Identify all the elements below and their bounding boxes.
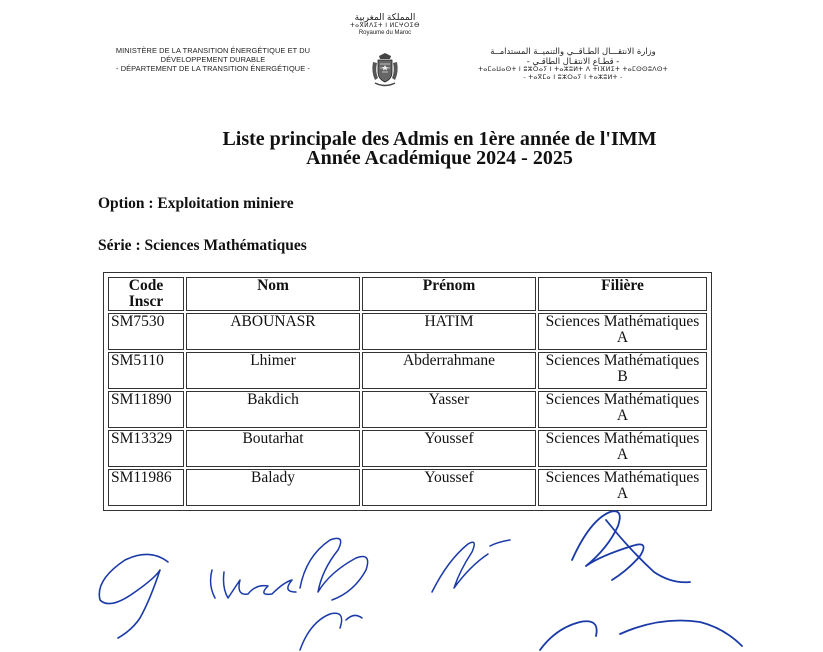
cell-nom: Balady <box>186 469 360 506</box>
cell-prenom: Youssef <box>362 430 536 467</box>
filiere-text: Sciences Mathématiques <box>545 469 700 486</box>
ministry-tifinagh-line-1: ⵜⴰⵎⴰⵡⴰⵙⵜ ⵏ ⵓⵣⵔⴰⵢ ⵏ ⵜⴰⵣⵓⵍⵜ ⴷ ⵜⵏⴼⵍⵉⵜ ⵜⴰⵎⵙⵙⵓⴷⵙⵜ <box>478 66 668 73</box>
filiere-text: Sciences Mathématiques <box>545 352 700 369</box>
cell-nom: Lhimer <box>186 352 360 389</box>
table-row <box>108 391 707 428</box>
signature-4 <box>540 511 742 650</box>
column-header-code: Code Inscr <box>108 277 184 311</box>
filiere-text: Sciences Mathématiques <box>545 313 700 330</box>
kingdom-french: Royaume du Maroc <box>358 30 412 36</box>
kingdom-tifinagh: ⵜⴰⴳⵍⴷⵉⵜ ⵏ ⵍⵎⵖⵔⵉⴱ <box>350 23 420 29</box>
cell-nom: ABOUNASR <box>186 313 360 350</box>
signature-3 <box>300 540 510 650</box>
table-row <box>108 352 707 389</box>
cell-prenom: HATIM <box>362 313 536 350</box>
filiere-group: A <box>616 446 629 463</box>
column-header-prenom: Prénom <box>362 277 536 311</box>
cell-prenom: Abderrahmane <box>362 352 536 389</box>
ministry-name-french <box>88 46 338 73</box>
cell-filiere <box>538 352 707 389</box>
option-label: Option : Exploitation miniere <box>98 195 294 212</box>
filiere-text: Sciences Mathématiques <box>545 391 700 408</box>
ministry-tifinagh-line-2: - ⵜⴰⴳⵎⴰ ⵏ ⵓⵣⵔⴰⵢ ⵏ ⵜⴰⵣⵓⵍⵜ - <box>523 74 623 81</box>
document-title: Liste principale des Admis en 1ère année de l'IMM <box>222 128 657 150</box>
ministry-arabic-line-2: - قطـاع الانتقـال الطاقـي - <box>526 56 620 66</box>
cell-nom: Bakdich <box>186 391 360 428</box>
table-row <box>108 313 707 350</box>
cell-filiere <box>538 430 707 467</box>
kingdom-header <box>340 12 430 37</box>
column-header-filiere: Filière <box>538 277 707 311</box>
cell-filiere <box>538 391 707 428</box>
cell-prenom: Yasser <box>362 391 536 428</box>
serie-label: Série : Sciences Mathématiques <box>98 237 307 254</box>
academic-year: Année Académique 2024 - 2025 <box>306 147 573 169</box>
admitted-students-table <box>103 272 712 511</box>
royal-coat-of-arms-emblem <box>370 52 400 88</box>
column-header-nom: Nom <box>186 277 360 311</box>
signature-1 <box>99 554 168 638</box>
table-header-row <box>108 277 707 311</box>
cell-filiere <box>538 313 707 350</box>
ministry-line-2: DÉVELOPPEMENT DURABLE <box>160 55 266 64</box>
table-row <box>108 430 707 467</box>
cell-prenom: Youssef <box>362 469 536 506</box>
filiere-group: A <box>616 407 629 424</box>
filiere-group: A <box>616 329 629 346</box>
ministry-line-3: - DÉPARTEMENT DE LA TRANSITION ÉNERGÉTIQUE - <box>116 64 310 73</box>
cell-code: SM13329 <box>108 430 184 467</box>
cell-code: SM7530 <box>108 313 184 350</box>
cell-code: SM11986 <box>108 469 184 506</box>
cell-nom: Boutarhat <box>186 430 360 467</box>
handwritten-signatures <box>0 500 823 652</box>
signature-2 <box>211 538 368 600</box>
cell-code: SM11890 <box>108 391 184 428</box>
ministry-name-arabic <box>448 46 698 82</box>
filiere-text: Sciences Mathématiques <box>545 430 700 447</box>
kingdom-arabic: المملكة المغربية <box>354 12 416 22</box>
filiere-group: A <box>616 485 629 502</box>
filiere-group: B <box>617 368 628 385</box>
ministry-line-1: MINISTÈRE DE LA TRANSITION ÉNERGÉTIQUE ET DU <box>115 46 311 55</box>
cell-code: SM5110 <box>108 352 184 389</box>
ministry-arabic-line-1: وزارة الانتقـــال الطـاقــي والتنميــة المستدامــة <box>490 46 656 56</box>
